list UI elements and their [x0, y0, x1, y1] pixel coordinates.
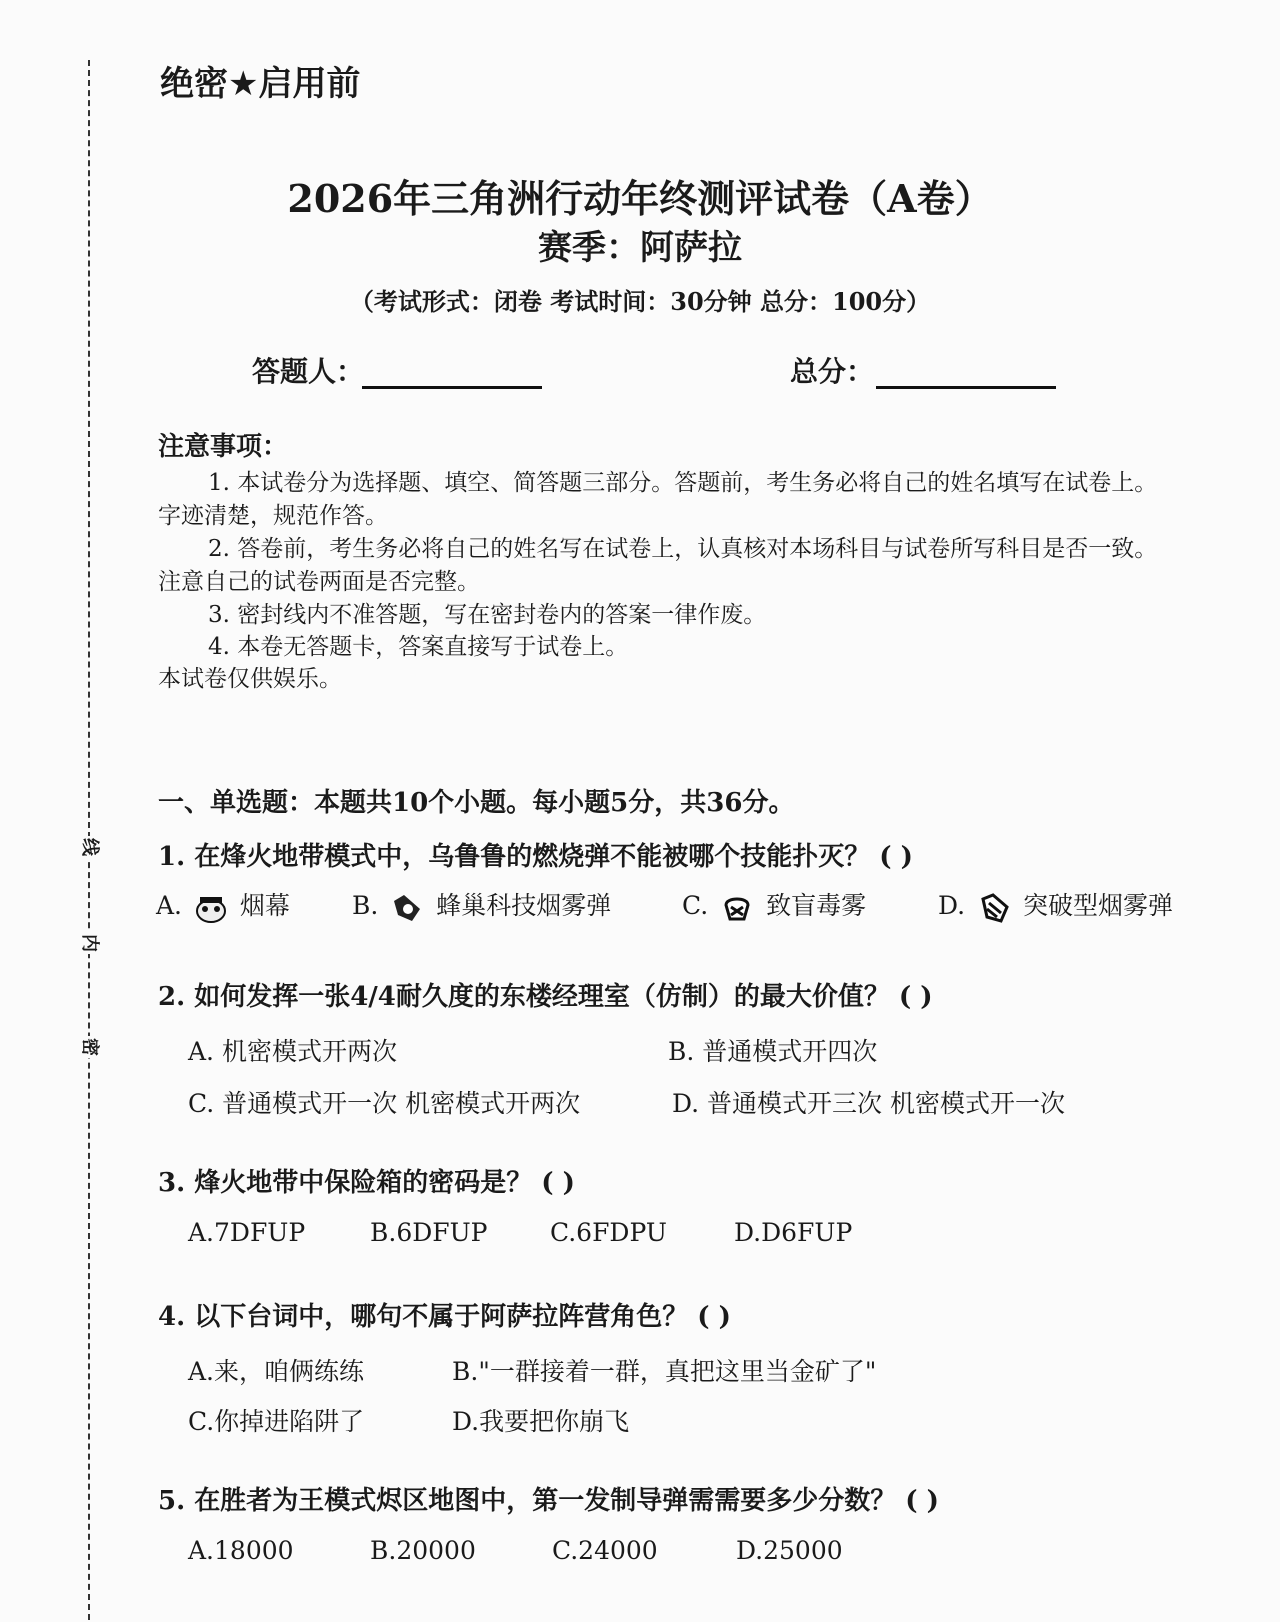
- question-4: 4. 以下台词中，哪句不属于阿萨拉阵营角色？ ( ): [158, 1302, 731, 1332]
- blinding-gas-icon: [720, 891, 754, 925]
- option-letter: A.: [156, 891, 183, 920]
- secret-label: 绝密★启用前: [160, 64, 361, 104]
- q2-option-a[interactable]: A. 机密模式开两次: [188, 1037, 397, 1066]
- q2-option-b[interactable]: B. 普通模式开四次: [668, 1037, 878, 1066]
- seal-char: 密: [79, 1038, 100, 1056]
- q1-option-a[interactable]: [156, 886, 290, 925]
- question-5: 5. 在胜者为王模式烬区地图中，第一发制导弹需需要多少分数？ ( ): [158, 1486, 939, 1516]
- smoke-bomb-icon: [194, 891, 228, 925]
- notice-line: 4. 本卷无答题卡，答案直接写于试卷上。: [208, 634, 629, 660]
- exam-info: （考试形式：闭卷 考试时间：30分钟 总分：100分）: [349, 287, 931, 316]
- q5-option-c[interactable]: C.24000: [552, 1536, 658, 1565]
- hive-smoke-grenade-icon: [390, 891, 424, 925]
- q3-option-b[interactable]: B.6DFUP: [370, 1218, 488, 1247]
- q5-option-b[interactable]: B.20000: [370, 1536, 476, 1565]
- q5-option-d[interactable]: D.25000: [736, 1536, 843, 1565]
- option-text: 突破型烟雾弹: [1023, 891, 1174, 920]
- exam-title: 2026年三角洲行动年终测评试卷（A卷）: [287, 176, 993, 221]
- notice-line: 注意自己的试卷两面是否完整。: [158, 569, 480, 595]
- question-3: 3. 烽火地带中保险箱的密码是？ ( ): [158, 1168, 575, 1198]
- q5-option-a[interactable]: A.18000: [188, 1536, 294, 1565]
- seal-char: 线: [79, 838, 100, 856]
- notice-title: 注意事项：: [158, 432, 289, 462]
- q1-option-c[interactable]: [682, 886, 866, 925]
- seal-char: 内: [79, 934, 100, 952]
- notice-line: 2. 答卷前，考生务必将自己的姓名写在试卷上，认真核对本场科目与试卷所写科目是否一致。: [208, 536, 1158, 562]
- q2-option-c[interactable]: C. 普通模式开一次 机密模式开两次: [188, 1089, 581, 1118]
- respondent-label: 答题人：: [252, 355, 365, 388]
- q2-option-d[interactable]: D. 普通模式开三次 机密模式开一次: [672, 1089, 1065, 1118]
- notice-line: 1. 本试卷分为选择题、填空、简答题三部分。答题前，考生务必将自己的姓名填写在试卷上。: [208, 470, 1158, 496]
- q4-option-d[interactable]: D.我要把你崩飞: [452, 1407, 630, 1436]
- q4-option-c[interactable]: C.你掉进陷阱了: [188, 1407, 365, 1436]
- respondent-blank[interactable]: [362, 356, 542, 389]
- season-label: 赛季：阿萨拉: [538, 228, 742, 268]
- breach-smoke-grenade-icon: [977, 891, 1011, 925]
- option-text: 致盲毒雾: [766, 891, 867, 920]
- q1-option-d[interactable]: [938, 886, 1173, 925]
- option-letter: C.: [682, 891, 709, 920]
- option-letter: D.: [938, 891, 966, 920]
- notice-line: 3. 密封线内不准答题，写在密封卷内的答案一律作废。: [208, 602, 767, 628]
- q3-option-a[interactable]: A.7DFUP: [188, 1218, 306, 1247]
- score-blank[interactable]: [876, 356, 1056, 389]
- question-2: 2. 如何发挥一张4/4耐久度的东楼经理室（仿制）的最大价值？ ( ): [158, 982, 933, 1012]
- q3-option-d[interactable]: D.D6FUP: [734, 1218, 853, 1247]
- q3-option-c[interactable]: C.6FDPU: [550, 1218, 667, 1247]
- q4-option-b[interactable]: B."一群接着一群，真把这里当金矿了": [452, 1357, 877, 1386]
- notice-line: 本试卷仅供娱乐。: [158, 666, 342, 692]
- option-text: 烟幕: [239, 891, 290, 920]
- question-1: 1. 在烽火地带模式中，乌鲁鲁的燃烧弹不能被哪个技能扑灭？ ( ): [158, 842, 913, 872]
- q1-option-b[interactable]: [352, 886, 611, 925]
- option-letter: B.: [352, 891, 379, 920]
- option-text: 蜂巢科技烟雾弹: [436, 891, 612, 920]
- q4-option-a[interactable]: A.来，咱俩练练: [188, 1357, 365, 1386]
- notice-line: 字迹清楚，规范作答。: [158, 503, 388, 529]
- score-label: 总分：: [790, 355, 875, 388]
- section-heading: 一、单选题：本题共10个小题。每小题5分，共36分。: [158, 788, 795, 818]
